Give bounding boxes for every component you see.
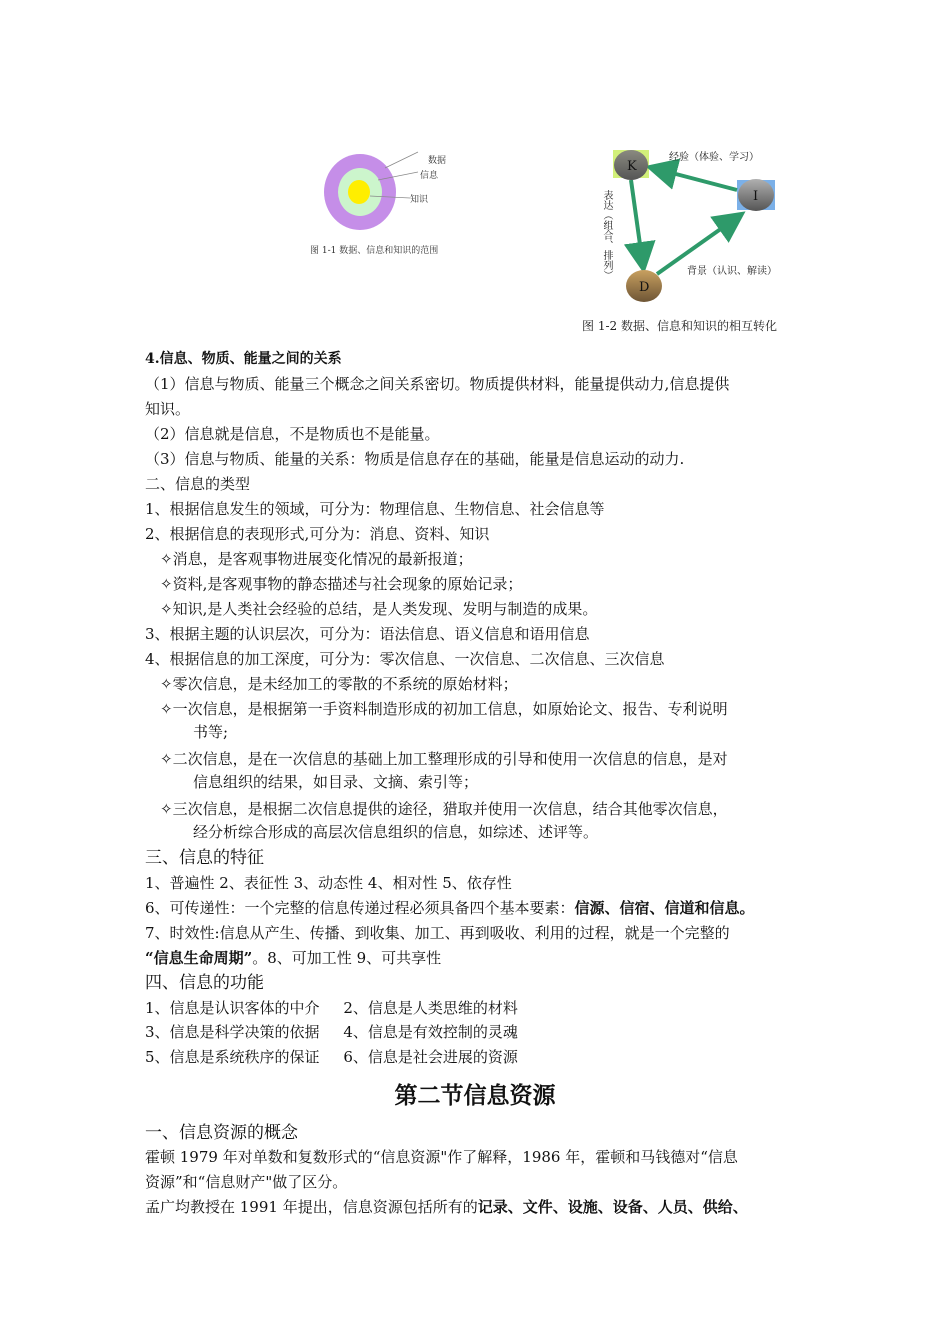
section4-paragraph1-line2: 知识。 — [145, 400, 191, 418]
types-item-4-second-line1: ✧二次信息，是在一次信息的基础上加工整理形成的引导和使用一次信息的信息，是对 — [160, 750, 728, 768]
features-line2 — [145, 896, 755, 921]
edge-label-expression: 表达（组合、排列） — [601, 190, 612, 280]
label-knowledge: 知识 — [410, 195, 429, 205]
functions-heading: 四、信息的功能 — [145, 973, 264, 993]
dik-cycle-diagram — [585, 140, 805, 315]
types-item-2-knowledge: ✧知识,是人类社会经验的总结，是人类发现、发明与制造的成果。 — [160, 600, 598, 618]
label-data: 数据 — [428, 156, 447, 166]
types-item-2-material: ✧资料,是客观事物的静态描述与社会现象的原始记录； — [160, 575, 523, 593]
types-item-4-third-line2: 经分析综合形成的高层次信息组织的信息，如综述、述评等。 — [193, 823, 599, 841]
figure2-caption: 图 1-2 数据、信息和知识的相互转化 — [582, 319, 777, 333]
features-line4 — [145, 946, 441, 971]
concentric-circles-diagram — [300, 140, 480, 240]
features-line4-bold: “信息生命周期” — [145, 949, 253, 967]
types-item-4-third-line1: ✧三次信息，是根据二次信息提供的途径，猎取并使用一次信息，结合其他零次信息， — [160, 800, 728, 818]
types-item-2-message: ✧消息，是客观事物进展变化情况的最新报道； — [160, 550, 473, 568]
arrow-i-to-k — [653, 168, 737, 190]
resource-paragraph1-line1: 霍顿 1979 年对单数和复数形式的“信息资源"作了解释，1986 年，霍顿和马钱德对“信息 — [145, 1148, 738, 1166]
functions-row3: 5、信息是系统秩序的保证 6、信息是社会进展的资源 — [145, 1048, 518, 1066]
resource-paragraph2 — [145, 1195, 748, 1220]
edge-label-experience: 经验（体验、学习） — [669, 152, 759, 163]
section4-heading: 4.信息、物质、能量之间的关系 — [145, 351, 342, 367]
section4-paragraph2: （2）信息就是信息，不是物质也不是能量。 — [145, 425, 440, 443]
types-item-4: 4、根据信息的加工深度，可分为：零次信息、一次信息、二次信息、三次信息 — [145, 650, 665, 668]
figure1-caption: 图 1-1 数据、信息和知识的范围 — [310, 246, 439, 256]
types-item-4-zero: ✧零次信息，是未经加工的零散的不系统的原始材料； — [160, 675, 518, 693]
functions-row1: 1、信息是认识客体的中介 2、信息是人类思维的材料 — [145, 999, 518, 1017]
resource-concept-heading: 一、信息资源的概念 — [145, 1123, 298, 1143]
resource-paragraph2-text: 孟广均教授在 1991 年提出，信息资源包括所有的 — [145, 1198, 478, 1216]
edge-label-background: 背景（认识、解读） — [687, 266, 777, 277]
types-heading: 二、信息的类型 — [145, 475, 251, 493]
section4-paragraph3: （3）信息与物质、能量的关系：物质是信息存在的基础，能量是信息运动的动力. — [145, 450, 685, 468]
resource-paragraph2-bold: 记录、文件、设施、设备、人员、供给、 — [477, 1198, 748, 1216]
resource-paragraph1-line2: 资源”和“信息财产"做了区分。 — [145, 1173, 348, 1191]
features-line1: 1、普遍性 2、表征性 3、动态性 4、相对性 5、依存性 — [145, 874, 512, 892]
section2-title: 第二节信息资源 — [394, 1082, 556, 1109]
types-item-1: 1、根据信息发生的领域，可分为：物理信息、生物信息、社会信息等 — [145, 500, 605, 518]
node-d-letter: D — [639, 280, 650, 295]
features-line3: 7、时效性:信息从产生、传播、到收集、加工、再到吸收、利用的过程，就是一个完整的 — [145, 924, 730, 942]
knowledge-circle — [348, 180, 370, 204]
types-item-3: 3、根据主题的认识层次，可分为：语法信息、语义信息和语用信息 — [145, 625, 590, 643]
figure-data-info-knowledge-scope — [300, 140, 480, 260]
types-item-4-second-line2: 信息组织的结果，如目录、文摘、索引等； — [193, 773, 479, 791]
node-k-letter: K — [627, 159, 637, 174]
section4-paragraph1-line1: （1）信息与物质、能量三个概念之间关系密切。物质提供材料，能量提供动力,信息提供 — [145, 375, 730, 393]
label-leader-data — [385, 152, 418, 168]
types-item-4-first-line2: 书等; — [193, 723, 229, 741]
features-line2-text: 6、可传递性：一个完整的信息传递过程必须具备四个基本要素： — [145, 899, 575, 917]
features-line4-text: 。8、可加工性 9、可共享性 — [252, 949, 442, 967]
label-information: 信息 — [420, 171, 439, 181]
node-i-letter: I — [753, 189, 759, 204]
types-item-4-first-line1: ✧一次信息，是根据第一手资料制造形成的初加工信息，如原始论文、报告、专利说明 — [160, 700, 728, 718]
functions-row2: 3、信息是科学决策的依据 4、信息是有效控制的灵魂 — [145, 1023, 518, 1041]
figure-dik-transformation — [582, 140, 805, 340]
arrow-k-to-d — [631, 180, 643, 266]
features-heading: 三、信息的特征 — [145, 848, 264, 868]
types-item-2: 2、根据信息的表现形式,可分为：消息、资料、知识 — [145, 525, 490, 543]
features-line2-bold: 信源、信宿、信道和信息。 — [574, 899, 755, 917]
